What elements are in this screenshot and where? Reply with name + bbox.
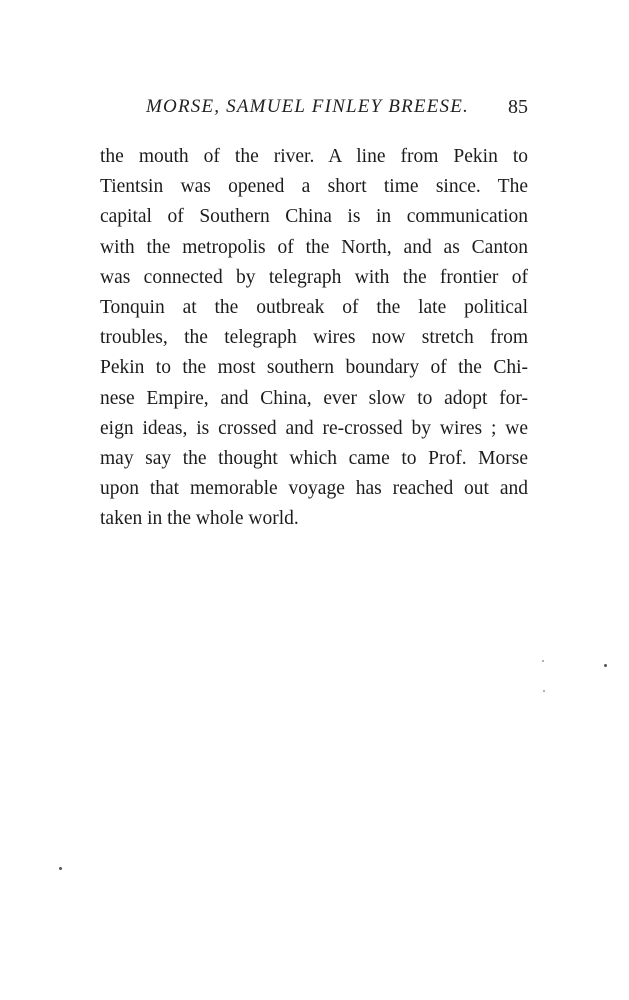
text-line: Pekin to the most southern boundary of the Chi- xyxy=(100,357,528,379)
text-line: eign ideas, is crossed and re-crossed by wires ; we xyxy=(100,417,528,439)
text-line: the mouth of the river. A line from Pekin to xyxy=(100,146,528,167)
scan-speck xyxy=(604,664,607,667)
scan-speck xyxy=(543,690,545,692)
body-paragraph xyxy=(100,142,528,534)
text-line: capital of Southern China is in communication xyxy=(100,206,528,228)
page-number: 85 xyxy=(508,96,528,118)
scan-speck xyxy=(542,660,544,662)
text-line: upon that memorable voyage has reached out and xyxy=(100,478,528,500)
text-line: Tientsin was opened a short time since. The xyxy=(100,176,528,198)
text-line: may say the thought which came to Prof. Morse xyxy=(100,447,528,469)
text-line: with the metropolis of the North, and as Canton xyxy=(100,236,528,258)
text-line: troubles, the telegraph wires now stretch from xyxy=(100,327,528,349)
text-line: taken in the whole world. xyxy=(100,508,299,530)
running-title: MORSE, SAMUEL FINLEY BREESE. xyxy=(146,96,469,117)
text-line: nese Empire, and China, ever slow to adopt for- xyxy=(100,387,528,409)
text-line: was connected by telegraph with the frontier of xyxy=(100,266,528,288)
running-head xyxy=(100,96,530,126)
scan-speck xyxy=(59,867,62,870)
text-line: Tonquin at the outbreak of the late political xyxy=(100,296,528,318)
